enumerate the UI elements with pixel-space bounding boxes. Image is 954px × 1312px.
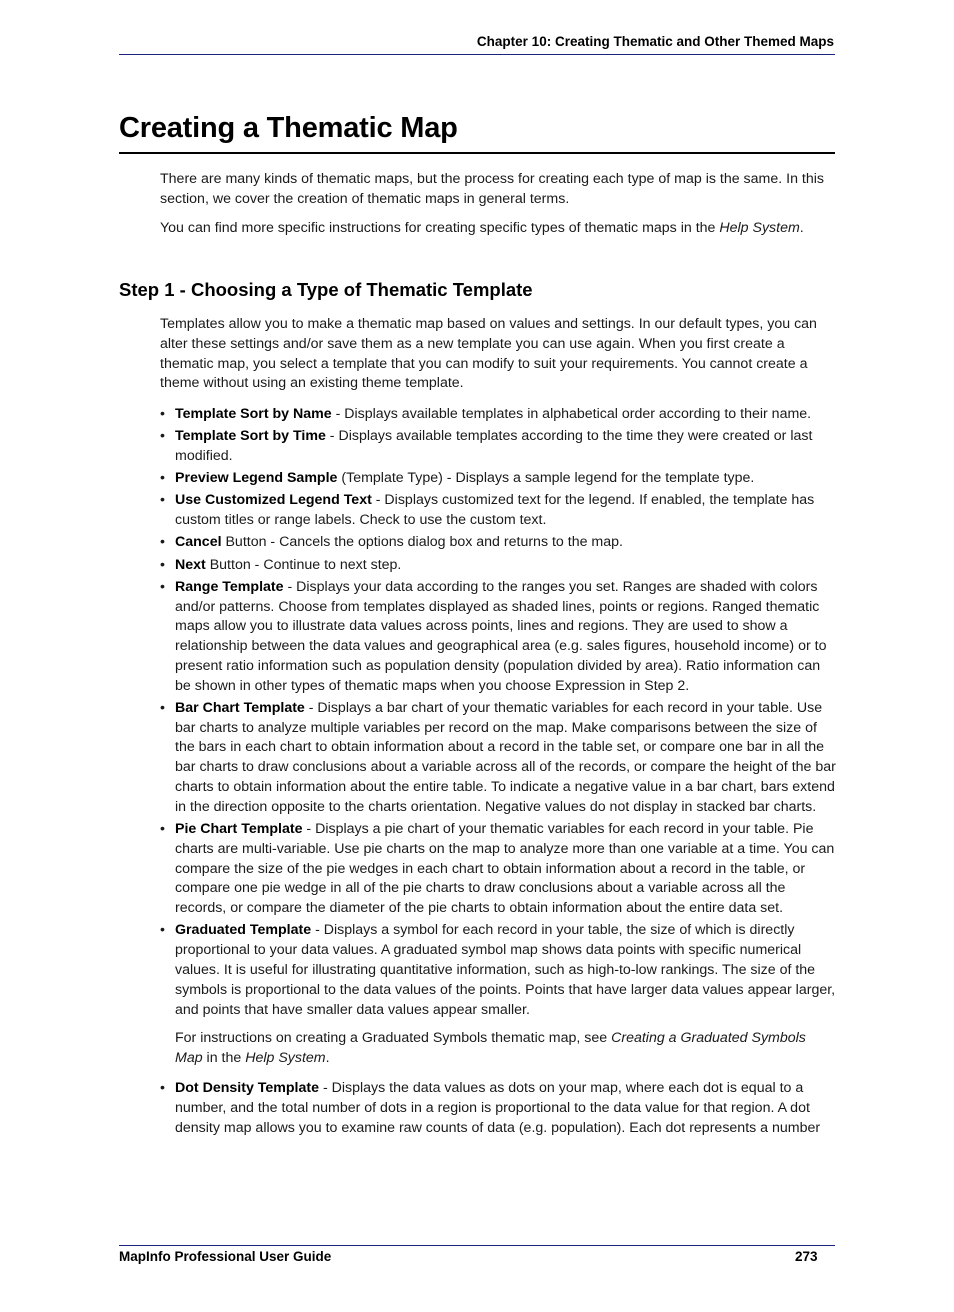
bullet-icon: • (160, 556, 165, 573)
item-term: Template Sort by Name (175, 406, 332, 422)
item-text: Button - Cancels the options dialog box and returns to the map. (221, 534, 623, 551)
list-item (160, 469, 836, 489)
list-item (160, 427, 836, 467)
list-item (160, 578, 836, 697)
list-item (160, 556, 836, 576)
bullet-icon: • (160, 406, 165, 422)
item-term: Dot Density Template (175, 1080, 320, 1097)
page-number: 273 (795, 1249, 818, 1264)
bullet-icon: • (160, 1080, 165, 1097)
item-term: Bar Chart Template (175, 699, 305, 716)
list-item (160, 533, 836, 553)
template-options-list (160, 405, 836, 1141)
item-text: Button - Continue to next step. (205, 556, 402, 573)
list-item (160, 1079, 836, 1138)
header-divider (119, 54, 835, 55)
item-text: - Displays available templates in alphabetical order according to their name. (331, 406, 812, 422)
chapter-title: Chapter 10: Creating Thematic and Other Themed Maps (476, 34, 834, 49)
list-item (160, 405, 836, 425)
item-text: - Displays a symbol for each record in your table, the size of which is directly proportional to your data values. A graduated symbol map shows data points with specific numerical values. It is useful for illustrating quantitative information, such as high-to-low rankings. The size of the symbols is proportional to the data values of the points. Points that have larger data values appear larger, and points that have smaller data values appear smaller. (175, 922, 836, 1018)
step1-paragraph: Templates allow you to make a thematic map based on values and settings. In our default types, you can alter these settings and/or save them as a new template you can use again. When you first create a thematic map, you select a template that you can modify to suit your requirements. You cannot create a theme without using an existing theme template. (160, 316, 817, 392)
graduated-symbols-reference: Creating a Graduated Symbols Map (175, 1030, 806, 1067)
item-text: - Displays a pie chart of your thematic variables for each record in your table. Pie charts are multi-variable. Use pie charts on the map to analyze more than one variable at a time. You can compare the size of the pie wedges in each chart to obtain information about a record in the table, or compare one pie wedge in all of the pie charts to draw conclusions about a variable across all the records, or compare the diameter of the pie charts to obtain information about the entire data set. (175, 821, 835, 917)
footer-divider (119, 1245, 835, 1246)
item-text: (Template Type) - Displays a sample legend for the template type. (337, 470, 755, 487)
item-term: Graduated Template (175, 922, 312, 939)
item-term: Range Template (175, 578, 284, 595)
title-underline (119, 152, 835, 154)
bullet-icon: • (160, 428, 165, 445)
item-text: - Displays a bar chart of your thematic variables for each record in your table. Use bar charts to analyze multiple variables per record on the map. Make comparisons between the size of the bars in each chart to obtain information about a record in the table set, or compare one bar in all the bar charts to draw conclusions about a variable across all of the records, or compare the height of the bar charts to obtain information about the entire table. To indicate a negative value in a bar chart, bars extend in the direction opposite to the charts orientation. Negative values do not display in stacked bar charts. (175, 699, 836, 815)
guide-title: MapInfo Professional User Guide (119, 1249, 332, 1264)
bullet-icon: • (160, 821, 165, 838)
list-item (160, 921, 836, 1020)
bullet-icon: • (160, 470, 165, 487)
item-term: Next (175, 556, 206, 573)
item-text: - Displays your data according to the ranges you set. Ranges are shaded with colors and/or patterns. Choose from templates displayed as shaded lines, points or regions. Ranged thematic maps allow you to illustrate data values across points, lines and regions. They are used to show a relationship between the data values and geographical area (e.g. sales figures, household income) or to present ratio information such as population density (population divided by area). Ratio information can be shown in other types of thematic maps when you choose Expression in Step 2. (175, 578, 827, 694)
bullet-icon: • (160, 578, 165, 595)
item-term: Pie Chart Template (175, 821, 303, 838)
section-heading: Step 1 - Choosing a Type of Thematic Template (119, 279, 533, 300)
bullet-icon: • (160, 534, 165, 551)
help-system-reference: Help System (245, 1050, 326, 1067)
list-item (160, 820, 836, 919)
bullet-icon: • (160, 492, 165, 509)
graduated-note: For instructions on creating a Graduated Symbols thematic map, see Creating a Graduated Symbols Map in the Help System. (175, 1030, 806, 1067)
item-text: - Displays customized text for the legend. If enabled, the template has custom titles or range labels. Check to use the custom text. (175, 492, 815, 529)
item-term: Cancel (175, 534, 222, 551)
item-term: Template Sort by Time (175, 428, 326, 445)
item-term: Preview Legend Sample (175, 470, 338, 487)
help-system-reference: Help System (719, 220, 800, 236)
intro-paragraph-2: You can find more specific instructions for creating specific types of thematic maps in the Help System. (160, 220, 804, 236)
page-title: Creating a Thematic Map (119, 112, 458, 144)
intro-paragraph-1: There are many kinds of thematic maps, but the process for creating each type of map is the same. In this section, we cover the creation of thematic maps in general terms. (160, 171, 824, 207)
bullet-icon: • (160, 699, 165, 716)
item-text: - Displays the data values as dots on your map, where each dot is equal to a number, and the total number of dots in a region is proportional to the data value for that region. A dot density map allows you to examine raw counts of data (e.g. population). Each dot represents a number (175, 1080, 821, 1136)
list-item (160, 491, 836, 531)
item-text: - Displays available templates according to the time they were created or last modified. (175, 428, 813, 464)
list-item (160, 699, 836, 818)
item-term: Use Customized Legend Text (175, 492, 372, 509)
bullet-icon: • (160, 922, 165, 939)
